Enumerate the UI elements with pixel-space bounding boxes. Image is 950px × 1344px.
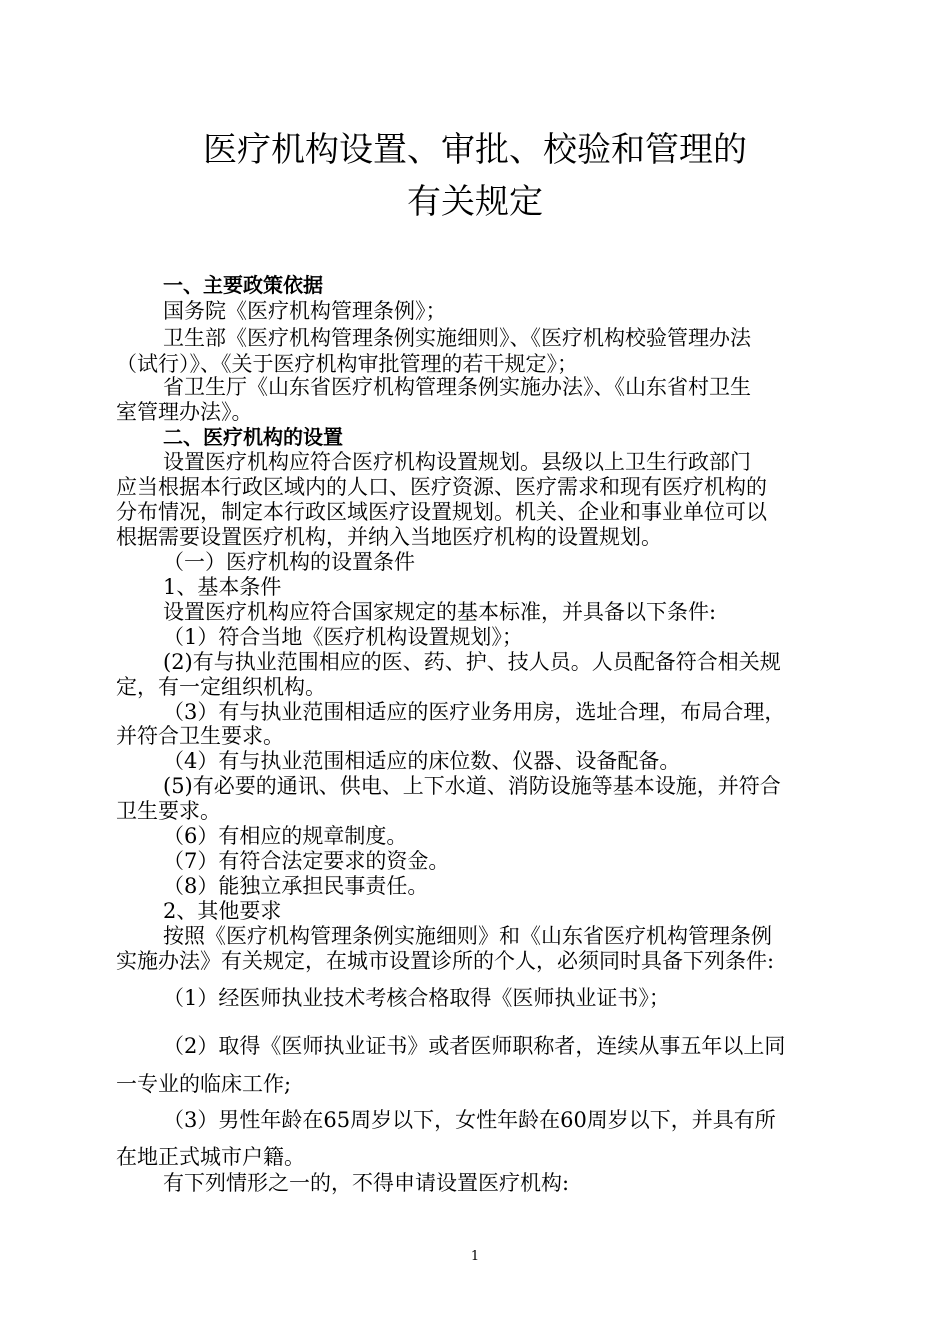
section-heading-policy-basis: 一、主要政策依据 — [163, 273, 323, 297]
section-heading-institution-setup: 二、医疗机构的设置 — [163, 425, 343, 449]
document-title-line-2: 有关规定 — [407, 182, 543, 222]
text-line: 省卫生厅《山东省医疗机构管理条例实施办法》、《山东省村卫生 — [163, 375, 751, 399]
list-item: （1）经医师执业技术考核合格取得《医师执业证书》； — [163, 986, 670, 1010]
list-item: （3）男性年龄在65周岁以下，女性年龄在60周岁以下，并具有所 — [163, 1108, 776, 1132]
text-line: 并符合卫生要求。 — [116, 724, 284, 748]
text-line: 室管理办法》。 — [116, 400, 253, 424]
text-line: 按照《医疗机构管理条例实施细则》和《山东省医疗机构管理条例 — [163, 924, 772, 948]
list-item: （1）符合当地《医疗机构设置规划》； — [163, 625, 523, 649]
text-line: 一专业的临床工作; — [116, 1072, 292, 1096]
list-item: (5)有必要的通讯、供电、上下水道、消防设施等基本设施，并符合 — [163, 774, 781, 798]
subsection-heading: （一）医疗机构的设置条件 — [163, 550, 415, 574]
text-line: 设置医疗机构应符合国家规定的基本标准，并具备以下条件: — [163, 600, 717, 624]
text-line: 定，有一定组织机构。 — [116, 675, 326, 699]
subsection-heading: 2、其他要求 — [163, 899, 282, 923]
document-title-line-1: 医疗机构设置、审批、校验和管理的 — [203, 130, 747, 170]
text-line: 应当根据本行政区域内的人口、医疗资源、医疗需求和现有医疗机构的 — [116, 475, 767, 499]
list-item: （8）能独立承担民事责任。 — [163, 874, 429, 898]
text-line: （试行）》、《关于医疗机构审批管理的若干规定》； — [116, 352, 578, 376]
text-line: 设置医疗机构应符合医疗机构设置规划。县级以上卫生行政部门 — [163, 450, 751, 474]
text-line: 卫生要求。 — [116, 799, 221, 823]
text-line: 有下列情形之一的，不得申请设置医疗机构: — [163, 1171, 570, 1195]
text-line: 分布情况，制定本行政区域医疗设置规划。机关、企业和事业单位可以 — [116, 500, 767, 524]
text-line: 实施办法》有关规定，在城市设置诊所的个人，必须同时具备下列条件: — [116, 949, 775, 973]
text-line: 根据需要设置医疗机构，并纳入当地医疗机构的设置规划。 — [116, 525, 662, 549]
list-item: （7）有符合法定要求的资金。 — [163, 849, 450, 873]
text-line: 卫生部《医疗机构管理条例实施细则》、《医疗机构校验管理办法 — [163, 326, 751, 350]
list-item: （3）有与执业范围相适应的医疗业务用房，选址合理，布局合理， — [163, 700, 786, 724]
text-line: 在地正式城市户籍。 — [116, 1145, 305, 1169]
subsection-heading: 1、基本条件 — [163, 575, 282, 599]
list-item: （2）取得《医师执业证书》或者医师职称者，连续从事五年以上同 — [163, 1034, 786, 1058]
list-item: （6）有相应的规章制度。 — [163, 824, 408, 848]
page-number: 1 — [470, 1249, 480, 1264]
list-item: （4）有与执业范围相适应的床位数、仪器、设备配备。 — [163, 749, 681, 773]
list-item: (2)有与执业范围相应的医、药、护、技人员。人员配备符合相关规 — [163, 650, 781, 674]
text-line: 国务院《医疗机构管理条例》； — [163, 299, 447, 323]
